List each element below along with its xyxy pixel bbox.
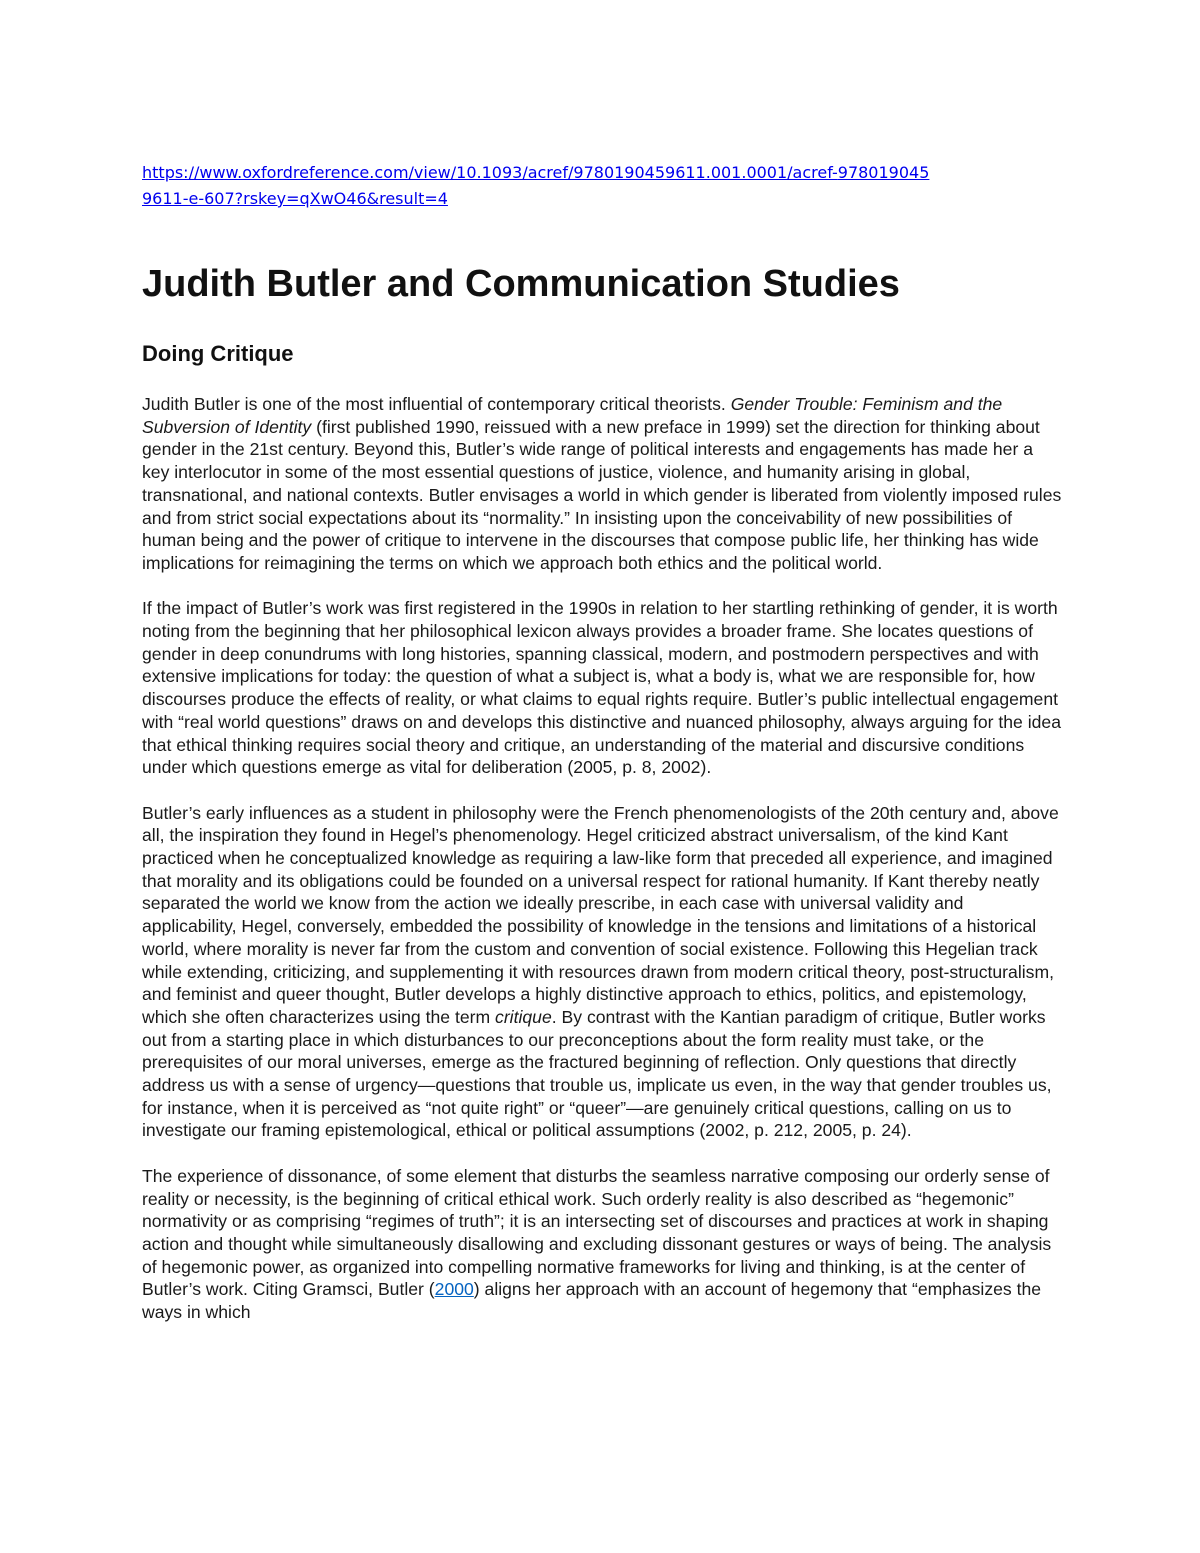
source-url-line2[interactable]: 9780190459611-e-607?rskey=qXwO46&result=4 bbox=[142, 163, 930, 208]
paragraph-1-text-b: (first published 1990, reissued with a new preface in 1999) set the direction for thinking about gender in the 21st century. Beyond this, Butler’s wide range of political interests and engagements has made her a key interlocutor in some of the most essential questions of justice, violence, and humanity arising in global, transnational, and national contexts. Butler envisages a world in which gender is liberated from violently imposed rules and from strict social expectations about its “normality.” In insisting upon the conceivability of new possibilities of human being and the power of critique to intervene in the discourses that compose public life, her thinking has wide implications for reimagining the terms on which we approach both ethics and the political world. bbox=[142, 416, 1062, 573]
book-title-italic: Gender Trouble: Feminism and the Subversion of Identity bbox=[142, 394, 1003, 437]
section-heading: Doing Critique bbox=[142, 341, 294, 366]
paragraph-4 bbox=[142, 1165, 1062, 1324]
document-page bbox=[142, 160, 1062, 1324]
paragraph-3-text-a: Butler’s early influences as a student in philosophy were the French phenomenologists of the 20th century and, above all, the inspiration they found in Hegel’s phenomenology. Hegel criticized abstract universalism, of the kind Kant practiced when he conceptualized knowledge as requiring a law-like form that preceded all experience, and imagined that morality and its obligations could be founded on a universal respect for rational humanity. If Kant thereby neatly separated the world we know from the action we ideally prescribe, in each case with universal validity and applicability, Hegel, conversely, embedded the possibility of knowledge in the tensions and limitations of a historical world, where morality is never far from the custom and convention of social existence. Following this Hegelian track while extending, criticizing, and supplementing it with resources drawn from modern critical theory, post-structuralism, and feminist and queer thought, Butler develops a highly distinctive approach to ethics, politics, and epistemology, which she often characterizes using the term bbox=[142, 802, 1059, 1027]
paragraph-2: If the impact of Butler’s work was first registered in the 1990s in relation to her startling rethinking of gender, it is worth noting from the beginning that her philosophical lexicon always provides a broader frame. She locates questions of gender in deep conundrums with long histories, spanning classical, modern, and postmodern perspectives and with extensive implications for today: the question of what a subject is, what a body is, what we are responsible for, how discourses produce the effects of reality, or what claims to equal rights require. Butler’s public intellectual engagement with “real world questions” draws on and develops this distinctive and nuanced philosophy, always arguing for the idea that ethical thinking requires social theory and critique, an understanding of the material and discursive conditions under which questions emerge as vital for deliberation (2005, p. 8, 2002). bbox=[142, 598, 1061, 778]
document-title: Judith Butler and Communication Studies bbox=[142, 263, 900, 305]
paragraph-3-text-b: . By contrast with the Kantian paradigm of critique, Butler works out from a starting place in which disturbances to our preconceptions about the form reality must take, or the prerequisites of our moral universes, emerge as the fractured beginning of reflection. Only questions that directly address us with a sense of urgency—questions that trouble us, implicate us even, in the way that gender troubles us, for instance, when it is perceived as “not quite right” or “queer”—are genuinely critical questions, calling on us to investigate our framing epistemological, ethical or political assumptions (2002, p. 212, 2005, p. 24). bbox=[142, 1006, 1052, 1141]
paragraph-4-text-b: ) aligns her approach with an account of hegemony that “emphasizes the ways in which bbox=[142, 1279, 1042, 1323]
paragraph-1-text-a: Judith Butler is one of the most influential of contemporary critical theorists. bbox=[142, 394, 731, 414]
paragraph-1 bbox=[142, 393, 1062, 575]
critique-term-italic: critique bbox=[495, 1006, 552, 1027]
citation-2000-link[interactable]: 2000 bbox=[434, 1279, 474, 1300]
source-url-line1[interactable]: https://www.oxfordreference.com/view/10.1093/acref/9780190459611.001.0001/acref- bbox=[142, 163, 838, 182]
paragraph-4-text-a: The experience of dissonance, of some element that disturbs the seamless narrative composing our orderly sense of reality or necessity, is the beginning of critical ethical work. Such orderly reality is also described as “hegemonic” normativity or as comprising “regimes of truth”; it is an intersecting set of discourses and practices at work in shaping action and thought while simultaneously disallowing and excluding dissonant gestures or ways of being. The analysis of hegemonic power, as organized into compelling normative frameworks for living and thinking, is at the center of Butler’s work. Citing Gramsci, Butler ( bbox=[142, 1165, 1052, 1300]
source-url-link[interactable] bbox=[142, 160, 932, 212]
paragraph-3 bbox=[142, 802, 1062, 1143]
